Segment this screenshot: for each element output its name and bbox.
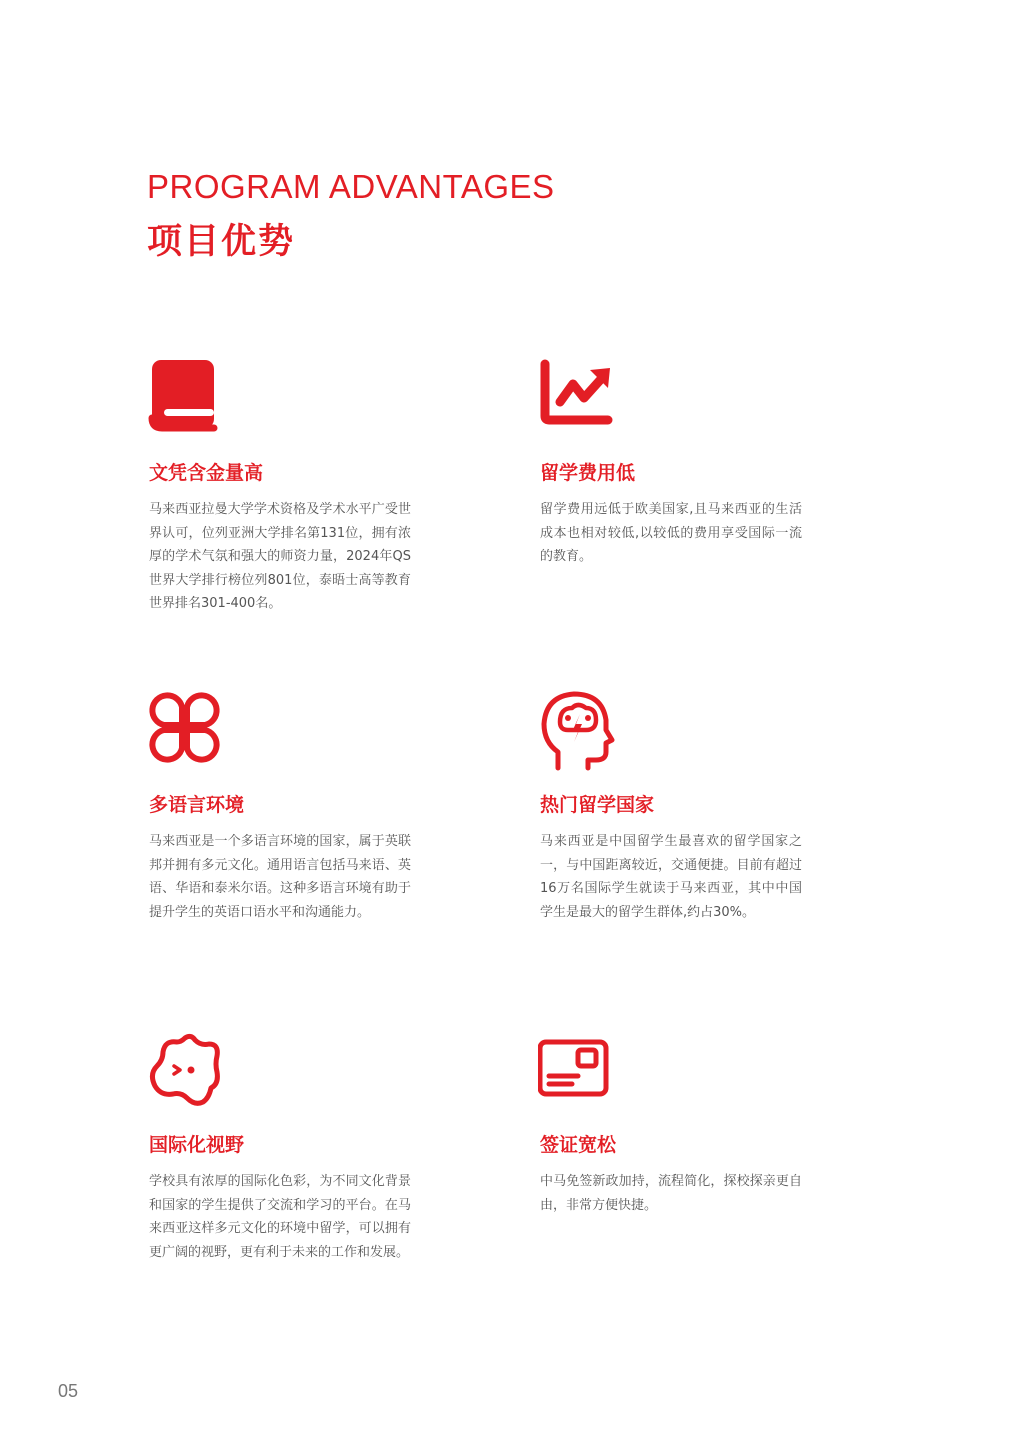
advantage-title: 留学费用低 (540, 462, 636, 484)
section-title-cn: 项目优势 (147, 222, 296, 262)
advantage-title: 文凭含金量高 (149, 462, 264, 484)
page-number: 05 (58, 1381, 79, 1401)
advantage-description: 中马免签新政加持，流程简化，探校探亲更自由，非常方便快捷。 (540, 1174, 802, 1213)
head-idea-icon (538, 690, 620, 772)
blob-face-icon (147, 1030, 229, 1112)
advantage-description: 留学费用远低于欧美国家,且马来西亚的生活成本也相对较低,以较低的费用享受国际一流的教育。 (540, 502, 802, 564)
advantage-description: 马来西亚拉曼大学学术资格及学术水平广受世界认可，位列亚洲大学排名第131位，拥有浓厚的学术气氛和强大的师资力量，2024年QS世界大学排行榜位列801位，泰晤士高等教育世界排名301-400名。 (149, 502, 411, 611)
clover-icon (147, 690, 229, 772)
section-title-en: PROGRAM ADVANTAGES (147, 168, 555, 205)
advantage-description: 学校具有浓厚的国际化色彩，为不同文化背景和国家的学生提供了交流和学习的平台。在马来西亚这样多元文化的环境中留学，可以拥有更广阔的视野，更有利于未来的工作和发展。 (149, 1174, 411, 1260)
visa-card-icon (538, 1030, 620, 1112)
advantage-description: 马来西亚是中国留学生最喜欢的留学国家之一，与中国距离较近，交通便捷。目前有超过16万名国际学生就读于马来西亚，其中中国学生是最大的留学生群体,约占30%。 (540, 834, 802, 920)
advantage-description: 马来西亚是一个多语言环境的国家，属于英联邦并拥有多元文化。通用语言包括马来语、英语、华语和泰米尔语。这种多语言环境有助于提升学生的英语口语水平和沟通能力。 (149, 834, 411, 920)
trend-chart-icon (538, 358, 620, 440)
advantage-title: 国际化视野 (149, 1134, 245, 1156)
advantage-title: 热门留学国家 (540, 794, 655, 816)
book-icon (147, 358, 229, 440)
advantage-title: 多语言环境 (149, 794, 245, 816)
advantage-title: 签证宽松 (540, 1134, 617, 1156)
